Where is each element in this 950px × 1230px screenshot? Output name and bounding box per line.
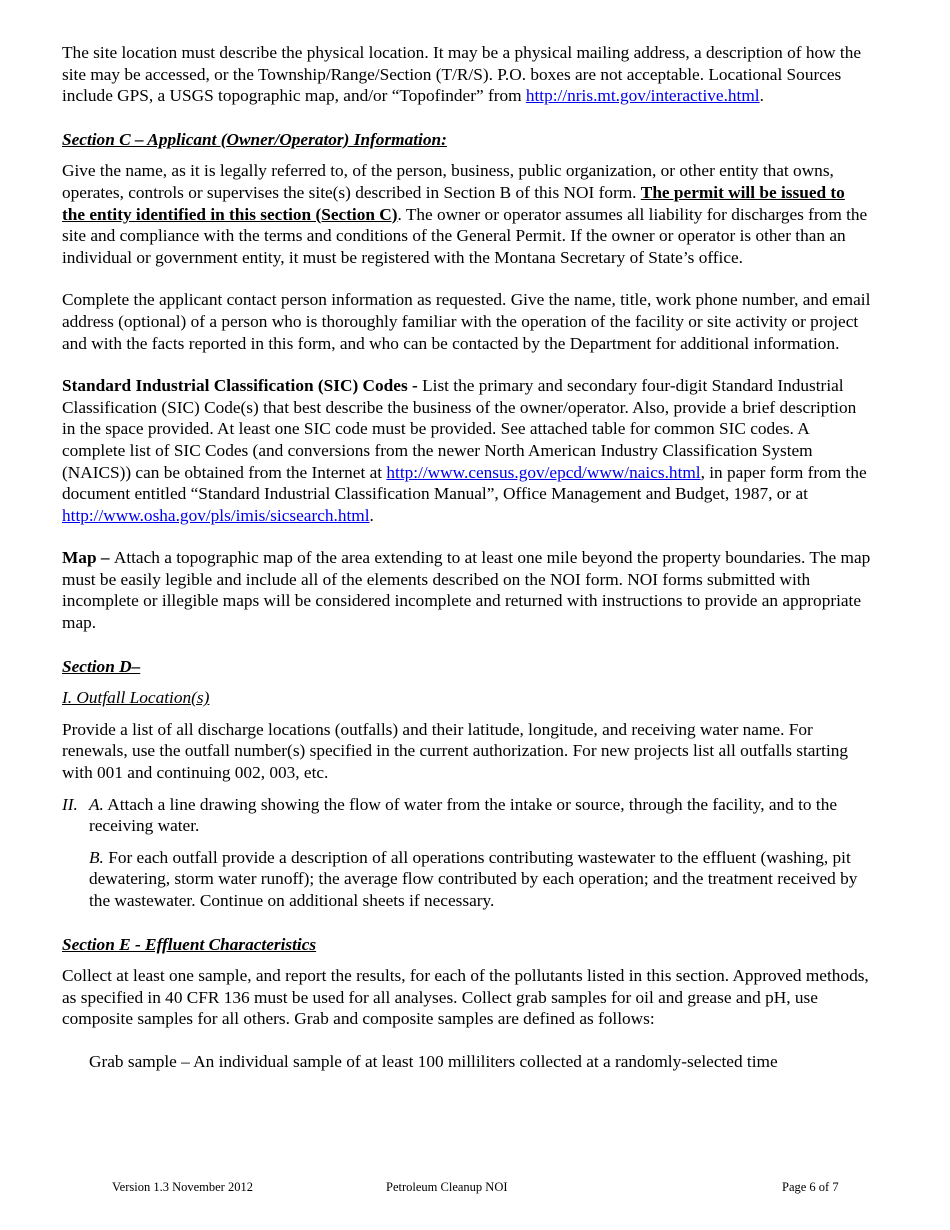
footer-document-title: Petroleum Cleanup NOI bbox=[386, 1180, 508, 1194]
item-a-label: A. bbox=[89, 794, 104, 814]
sic-paragraph bbox=[62, 375, 872, 526]
site-location-paragraph bbox=[62, 42, 872, 107]
footer-page-number: Page 6 of 7 bbox=[782, 1180, 839, 1194]
section-d-heading: Section D– bbox=[62, 656, 141, 676]
section-c-text-start: Give the name, as it is legally referred to, of the person, business, public organization, or other entity that owns, operates, controls or supervises the site(s) described in Section B of this NOI form. bbox=[62, 161, 834, 202]
outfall-location-subheading: I. Outfall Location(s) bbox=[62, 688, 210, 708]
period: . bbox=[369, 505, 374, 525]
section-c-heading: Section C – Applicant (Owner/Operator) Information: bbox=[62, 129, 447, 149]
item-2a bbox=[62, 794, 872, 837]
section-c-text-end: . The owner or operator assumes all liability for discharges from the site and compliance with the terms and conditions of the General Permit. If the owner or operator is other than an individual or government entity, it must be registered with the Montana Secretary of State’s office. bbox=[62, 204, 868, 267]
census-naics-link[interactable]: http://www.census.gov/epcd/www/naics.html bbox=[386, 462, 701, 482]
item-a-text: Attach a line drawing showing the flow of water from the intake or source, through the facility, and to the receiving water. bbox=[89, 794, 838, 836]
document-page bbox=[62, 42, 872, 1073]
site-location-text: The site location must describe the physical location. It may be a physical mailing address, a description of how the site may be accessed, or the Township/Range/Section (T/R/S). P.O. boxes are not acceptable. Locational Sources include GPS, a USGS topographic map, and/or “Topofinder” from bbox=[62, 43, 862, 106]
nris-link[interactable]: http://nris.mt.gov/interactive.html bbox=[525, 86, 760, 106]
item-2-number: II. bbox=[62, 794, 78, 814]
permit-entity-emphasis: The permit will be issued to the entity identified in this section (Section C) bbox=[62, 182, 845, 224]
sic-label: Standard Industrial Classification (SIC) Codes - bbox=[62, 376, 423, 396]
item-b-text: For each outfall provide a description of all operations contributing wastewater to the effluent (washing, pit dewatering, storm water runoff); the average flow contributed by each operation; and the treatment received by the wastewater. Continue on additional sheets if necessary. bbox=[89, 847, 858, 910]
period: . bbox=[759, 86, 764, 106]
map-text: Attach a topographic map of the area extending to at least one mile beyond the property boundaries. The map must be easily legible and include all of the elements described on the NOI form. NOI forms submitted with incomplete or illegible maps will be considered incomplete and returned with instructions to provide an appropriate map. bbox=[62, 548, 871, 633]
page-footer bbox=[0, 1180, 950, 1196]
osha-sic-link[interactable]: http://www.osha.gov/pls/imis/sicsearch.html bbox=[62, 505, 370, 525]
outfall-location-paragraph: Provide a list of all discharge locations (outfalls) and their latitude, longitude, and receiving water name. For renewals, use the outfall number(s) specified in the current authorization. For new projects list all outfalls starting with 001 and continuing 002, 003, etc. bbox=[62, 719, 849, 783]
map-paragraph bbox=[62, 547, 872, 633]
section-e-paragraph: Collect at least one sample, and report the results, for each of the pollutants listed in this section. Approved methods, as specified in 40 CFR 136 must be used for all analyses. Collect grab samples for oil and grease and pH, use composite samples for all others. Grab and composite samples are defined as follows: bbox=[62, 966, 869, 1029]
grab-sample-definition: Grab sample – An individual sample of at least 100 milliliters collected at a randomly-selected time bbox=[89, 1051, 778, 1071]
sic-text-1: List the primary and secondary four-digit Standard Industrial Classification (SIC) Code(s) that best describe the business of the owner/operator. Also, provide a brief description in the space provided. At least one SIC code must be provided. See attached table for common SIC codes. A complete list of SIC Codes (and conversions from the newer North American Industry Classification System (NAICS)) can be obtained from the Internet at bbox=[62, 376, 857, 482]
section-c-paragraph-2: Complete the applicant contact person information as requested. Give the name, title, work phone number, and email address (optional) of a person who is thoroughly familiar with the operation of the facility or site activity or project and with the facts reported in this form, and who can be contacted by the Department for additional information. bbox=[62, 290, 871, 353]
item-2b bbox=[62, 847, 872, 912]
section-c-paragraph-1 bbox=[62, 160, 872, 268]
sic-text-2: , in paper form from the document entitled “Standard Industrial Classification Manual”, Office Management and Budget, 1987, or at bbox=[62, 462, 867, 504]
item-b-label: B. bbox=[89, 847, 104, 867]
footer-version: Version 1.3 November 2012 bbox=[112, 1180, 253, 1194]
map-label: Map – bbox=[62, 548, 114, 568]
section-e-heading: Section E - Effluent Characteristics bbox=[62, 934, 317, 954]
